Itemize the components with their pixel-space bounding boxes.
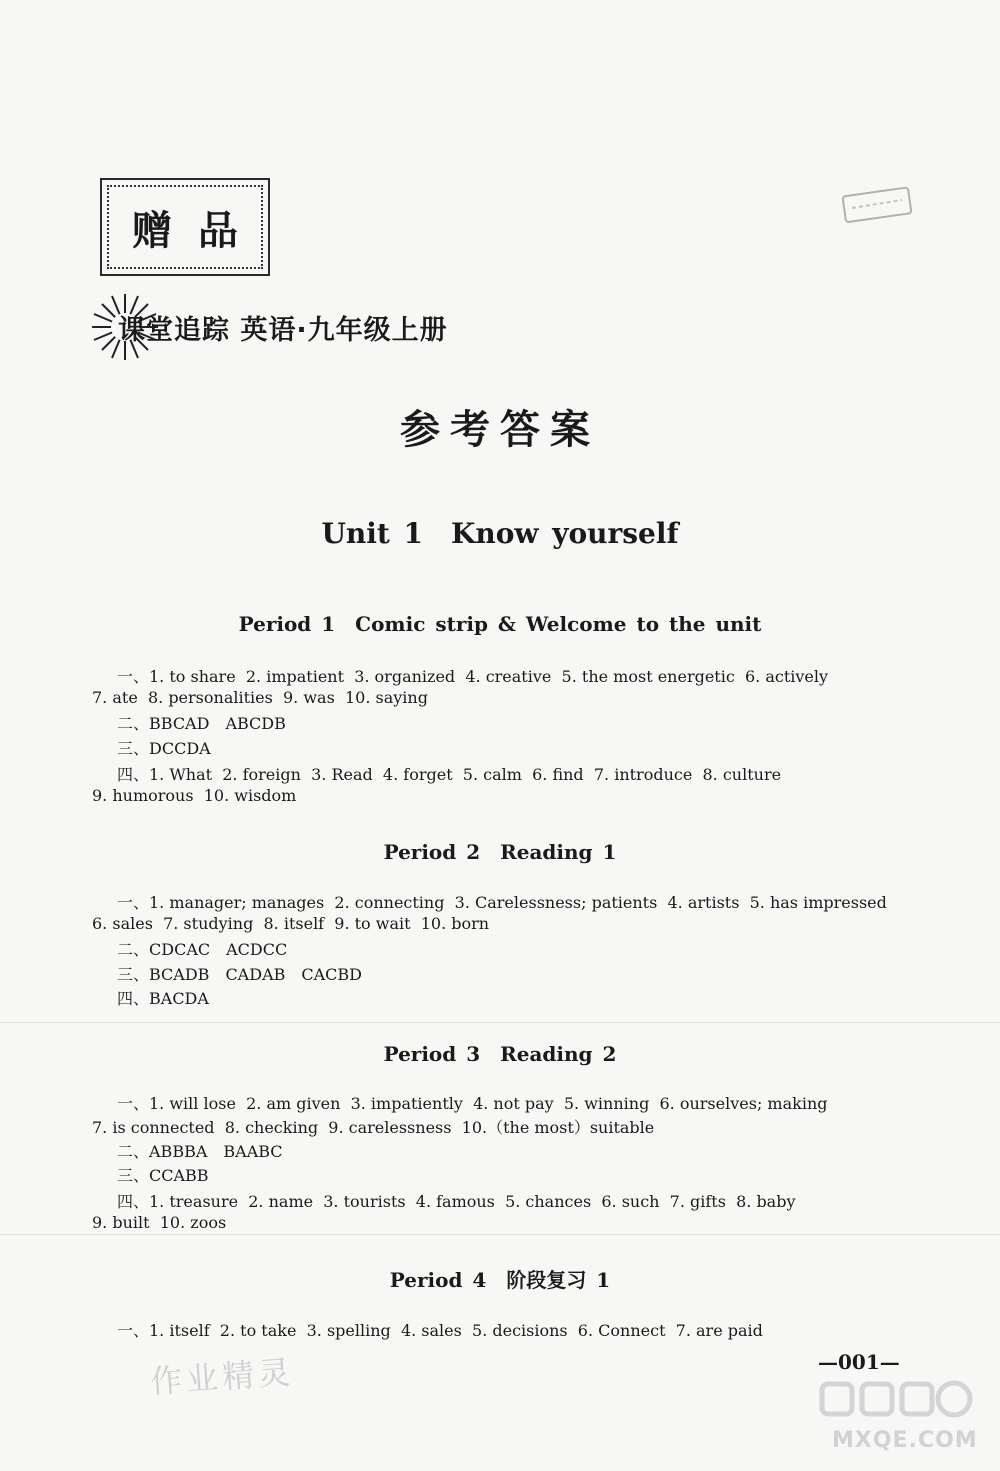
answer-line: 6. sales 7. studying 8. itself 9. to wait 10. born [92, 914, 490, 933]
answer-line: 三、DCCDA [117, 739, 211, 758]
answer-line: 四、1. treasure 2. name 3. tourists 4. famous 5. chances 6. such 7. gifts 8. baby [117, 1192, 796, 1211]
answer-line: 三、CCABB [117, 1166, 209, 1185]
unit-title: Unit 1 Know yourself [321, 517, 679, 550]
period-title: Period 3 Reading 2 [383, 1042, 617, 1066]
answer-line: 9. built 10. zoos [92, 1213, 227, 1232]
answer-line: 二、BBCAD ABCDB [117, 714, 286, 733]
page-title: 参考答案 [400, 407, 600, 453]
period-title: Period 4 阶段复习 1 [389, 1268, 611, 1292]
answer-line: 四、BACDA [117, 989, 209, 1008]
period-title: Period 2 Reading 1 [383, 840, 617, 864]
divider [0, 1022, 1000, 1023]
watermark-right: MXQE.COM [832, 1428, 978, 1453]
answer-line: 二、CDCAC ACDCC [117, 940, 288, 959]
answer-line: 9. humorous 10. wisdom [92, 786, 297, 805]
answer-line: 一、1. itself 2. to take 3. spelling 4. sales 5. decisions 6. Connect 7. are paid [117, 1321, 763, 1340]
answer-line: 二、ABBBA BAABC [117, 1142, 283, 1161]
answer-line: 四、1. What 2. foreign 3. Read 4. forget 5. calm 6. find 7. introduce 8. culture [117, 765, 782, 784]
watermark-logo-icon [816, 1380, 976, 1468]
watermark-left: 作业精灵 [148, 1353, 296, 1401]
corner-stamp-icon [836, 182, 916, 228]
answer-line: 一、1. will lose 2. am given 3. impatiently 4. not pay 5. winning 6. ourselves; making [117, 1094, 828, 1113]
answer-line: 一、1. to share 2. impatient 3. organized 4. creative 5. the most energetic 6. actively [117, 667, 829, 686]
book-title [92, 292, 448, 362]
answer-line: 7. is connected 8. checking 9. carelessness 10.（the most）suitable [92, 1118, 655, 1137]
gift-label: 赠品 [132, 207, 264, 254]
answer-line: 三、BCADB CADAB CACBD [117, 965, 363, 984]
page-number: —001— [818, 1350, 900, 1374]
gift-label-box [100, 178, 270, 276]
answer-line: 7. ate 8. personalities 9. was 10. saying [92, 688, 428, 707]
period-title: Period 1 Comic strip & Welcome to the unit [238, 612, 762, 636]
answer-line: 一、1. manager; manages 2. connecting 3. Carelessness; patients 4. artists 5. has impressed [117, 893, 887, 912]
book-title-text: 课堂追踪 英语·九年级上册 [118, 314, 448, 346]
divider [0, 1234, 1000, 1235]
